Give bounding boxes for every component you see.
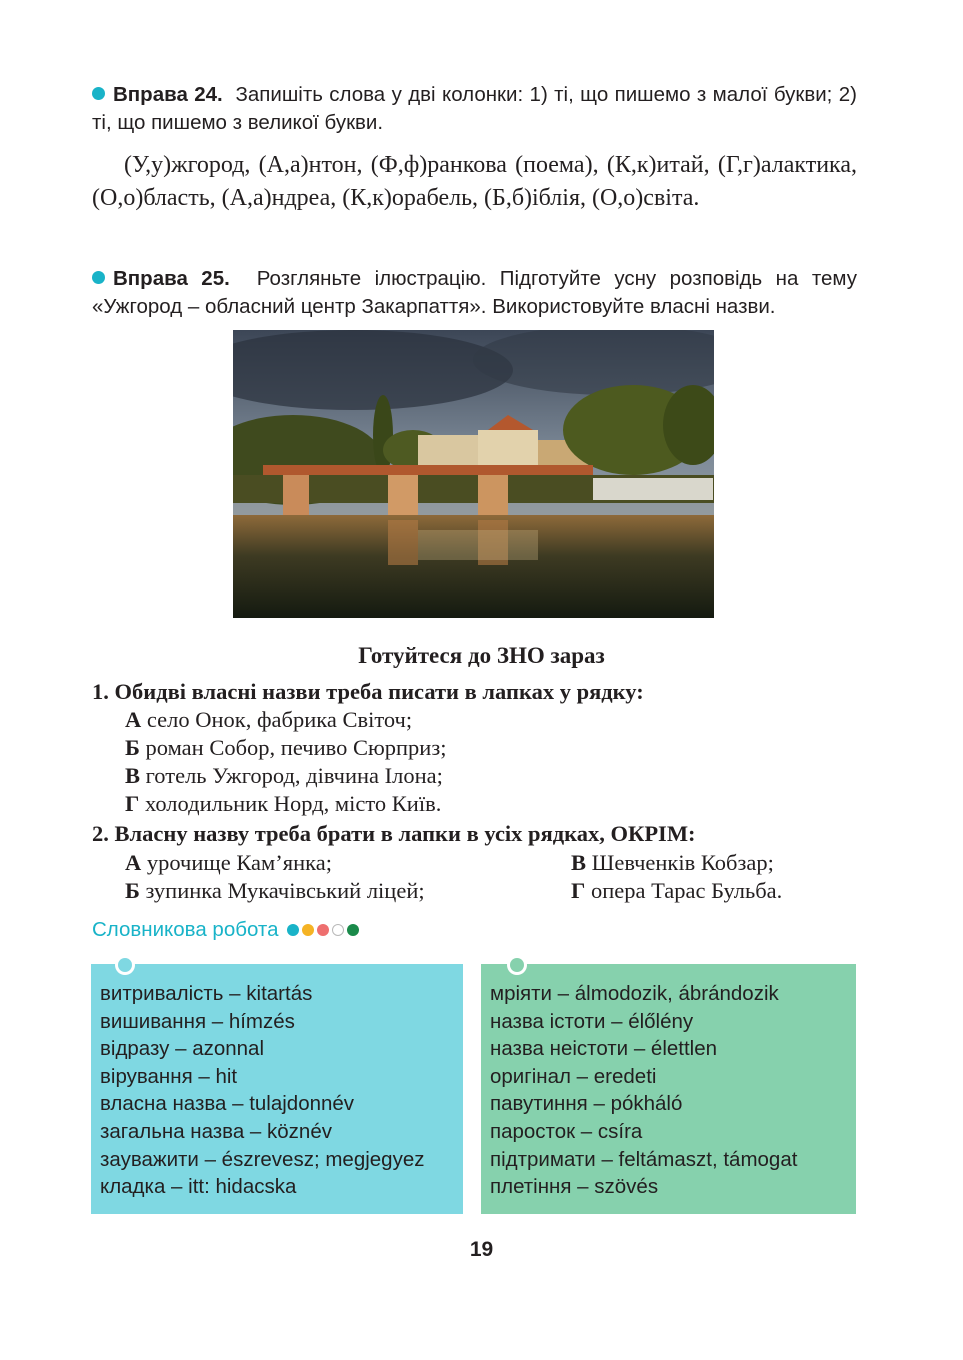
scalloped-edge bbox=[481, 1210, 856, 1220]
vocabulary-title bbox=[92, 918, 359, 942]
vocabulary-item: зауважити – észrevesz; megjegyez bbox=[100, 1147, 425, 1171]
color-dot-icon bbox=[347, 924, 359, 936]
color-dot-icon bbox=[302, 924, 314, 936]
option-letter: Г bbox=[571, 878, 586, 903]
option-letter: А bbox=[125, 850, 142, 875]
option-letter: Г bbox=[125, 791, 140, 816]
ring-icon bbox=[507, 955, 527, 975]
vocabulary-item: павутиння – pókháló bbox=[490, 1092, 683, 1116]
vocabulary-list-right bbox=[481, 964, 856, 1201]
vocabulary-item: плетіння – szövés bbox=[490, 1175, 659, 1199]
vocabulary-list-left bbox=[91, 964, 463, 1201]
ring-icon bbox=[115, 955, 135, 975]
vocabulary-item: оригінал – eredeti bbox=[490, 1064, 657, 1088]
vocabulary-item: витривалість – kitartás bbox=[100, 982, 313, 1005]
exercise-24-label: Вправа 24. bbox=[113, 83, 223, 106]
question-1: 1. Обидві власні назви треба писати в лапках у рядку: bbox=[92, 679, 644, 704]
option-letter: В bbox=[571, 850, 587, 875]
vocabulary-item: паросток – csíra bbox=[490, 1119, 643, 1143]
q2-option-b bbox=[125, 877, 425, 905]
q1-option-a bbox=[125, 706, 412, 734]
vocabulary-item: кладка – itt: hidacska bbox=[100, 1175, 297, 1199]
q1-option-c bbox=[125, 762, 443, 790]
vocabulary-item: вірування – hit bbox=[100, 1064, 238, 1088]
option-letter: Б bbox=[125, 735, 140, 760]
vocabulary-item: вишивання – hímzés bbox=[100, 1009, 295, 1033]
option-text: опера Тарас Бульба. bbox=[590, 878, 783, 903]
vocabulary-item: відразу – azonnal bbox=[100, 1037, 264, 1061]
bullet-dot-icon bbox=[92, 271, 105, 284]
option-text: село Онок, фабрика Світоч; bbox=[146, 707, 413, 732]
q1-option-b bbox=[125, 734, 447, 762]
vocabulary-item: мріяти – álmodozik, ábrándozik bbox=[490, 982, 779, 1005]
page-number: 19 bbox=[469, 1238, 494, 1261]
vocabulary-item: підтримати – feltámaszt, támogat bbox=[490, 1147, 798, 1171]
option-text: роман Собор, печиво Сюрприз; bbox=[145, 735, 447, 760]
exercise-25-label: Вправа 25. bbox=[113, 267, 230, 290]
option-text: Шевченків Кобзар; bbox=[591, 850, 774, 875]
color-dot-icon bbox=[317, 924, 329, 936]
option-letter: Б bbox=[125, 878, 140, 903]
vocabulary-item: власна назва – tulajdonnév bbox=[100, 1092, 355, 1116]
vocabulary-card-right bbox=[481, 964, 856, 1214]
option-letter: А bbox=[125, 707, 142, 732]
q1-option-d bbox=[125, 790, 441, 818]
question-2: 2. Власну назву треба брати в лапки в усіх рядках, ОКРІМ: bbox=[92, 821, 696, 846]
exercise-25-text: Розгляньте ілюстрацію. Підготуйте усну розповідь на тему «Ужгород – обласний центр Закарпаття». Використовуйте власні назви. bbox=[92, 267, 857, 318]
option-text: зупинка Мукачівський ліцей; bbox=[145, 878, 425, 903]
q2-option-d bbox=[571, 877, 782, 905]
option-text: холодильник Норд, місто Київ. bbox=[144, 791, 442, 816]
zno-title: Готуйтеся до ЗНО зараз bbox=[358, 643, 605, 668]
q2-option-a bbox=[125, 849, 332, 877]
vocabulary-item: назва істоти – élőlény bbox=[490, 1009, 694, 1033]
q2-option-c bbox=[571, 849, 774, 877]
color-dot-icon bbox=[287, 924, 299, 936]
vocabulary-item: назва неістоти – élettlen bbox=[490, 1037, 718, 1061]
scalloped-edge bbox=[91, 1210, 463, 1220]
exercise-25-instruction bbox=[92, 265, 857, 321]
exercise-24-words: (У,у)жгород, (А,а)нтон, (Ф,ф)ранкова (поема), (К,к)итай, (Г,г)алактика, (О,о)бласть, (А,а)ндреа, (К,к)орабель, (Б,б)іблія, (О,о)світа. bbox=[92, 152, 857, 211]
option-letter: В bbox=[125, 763, 141, 788]
option-text: урочище Кам’янка; bbox=[146, 850, 332, 875]
option-text: готель Ужгород, дівчина Ілона; bbox=[145, 763, 443, 788]
exercise-24-text: Запишіть слова у дві колонки: 1) ті, що пишемо з малої букви; 2) ті, що пишемо з великої букви. bbox=[92, 83, 857, 134]
uzhhorod-bridge-photo bbox=[233, 330, 714, 618]
bullet-dot-icon bbox=[92, 87, 105, 100]
vocabulary-item: загальна назва – köznév bbox=[100, 1119, 332, 1143]
exercise-24-instruction bbox=[92, 81, 857, 137]
color-dot-icon bbox=[332, 924, 344, 936]
vocabulary-card-left bbox=[91, 964, 463, 1214]
vocabulary-title-text: Словникова робота bbox=[92, 918, 279, 941]
